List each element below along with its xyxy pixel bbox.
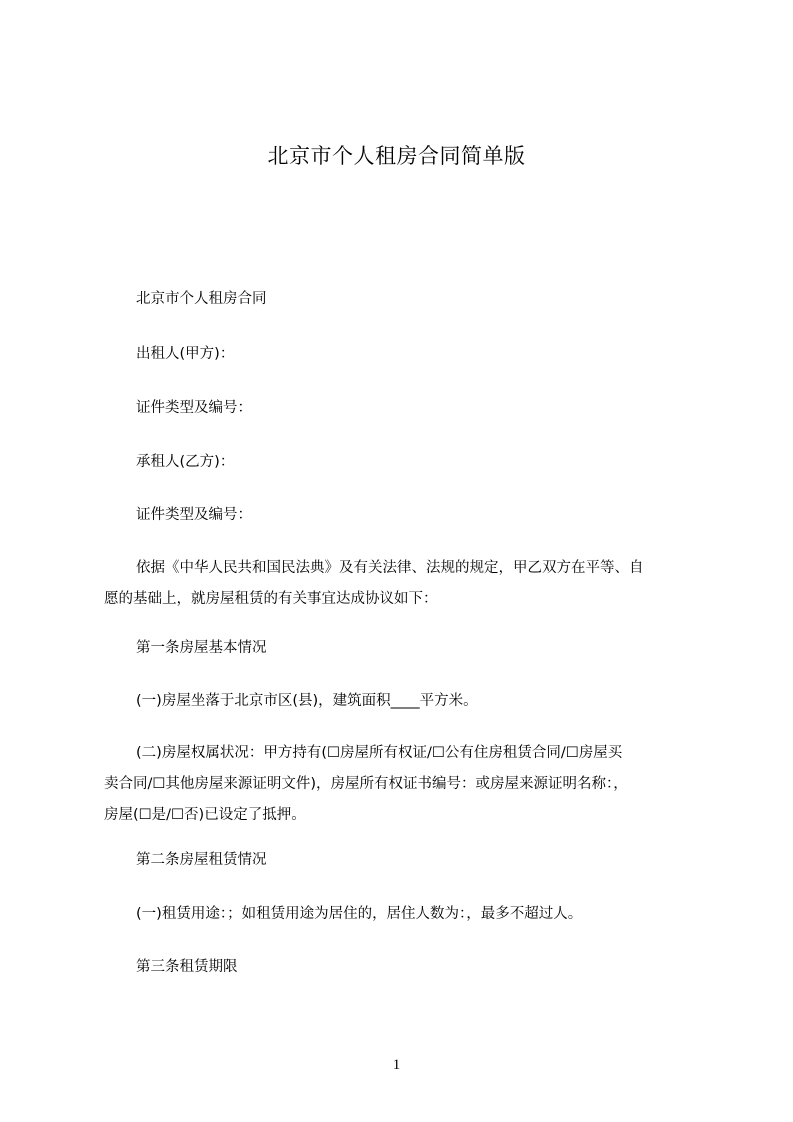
preamble-line-1: 依据《中华人民共和国民法典》及有关法律、法规的规定，甲乙双方在平等、自 — [136, 560, 644, 576]
article-1-item-2-line-3: 房屋(☐是/☐否)已设定了抵押。 — [104, 807, 306, 823]
article-2-item-1: (一)租赁用途：；如租赁用途为居住的，居住人数为：，最多不超过人。 — [136, 906, 583, 922]
article-1-item-2-line-2: 卖合同/☐其他房屋来源证明文件)，房屋所有权证书编号：或房屋来源证明名称：， — [104, 776, 628, 792]
preamble-paragraph — [104, 553, 704, 615]
article-2-heading: 第二条房屋租赁情况 — [136, 852, 267, 868]
lessor-id-label: 证件类型及编号： — [136, 400, 252, 416]
article-1-item-2-line-1: (二)房屋权属状况：甲方持有(☐房屋所有权证/☐公有住房租赁合同/☐房屋买 — [136, 745, 623, 761]
lessee-label: 承租人(乙方)： — [136, 454, 235, 470]
article-1-heading: 第一条房屋基本情况 — [136, 640, 267, 656]
page-number: 1 — [392, 1057, 401, 1073]
document-title: 北京市个人租房合同简单版 — [267, 144, 526, 168]
article-3-heading: 第三条租赁期限 — [136, 959, 238, 975]
article-1-item-2 — [104, 738, 704, 831]
contract-subtitle: 北京市个人租房合同 — [136, 291, 267, 307]
lessee-id-label: 证件类型及编号： — [136, 507, 252, 523]
lessor-label: 出租人(甲方)： — [136, 346, 235, 362]
article-1-item-1: (一)房屋坐落于北京市区(县)，建筑面积____平方米。 — [136, 693, 478, 709]
preamble-line-2: 愿的基础上，就房屋租赁的有关事宜达成协议如下： — [104, 591, 438, 607]
